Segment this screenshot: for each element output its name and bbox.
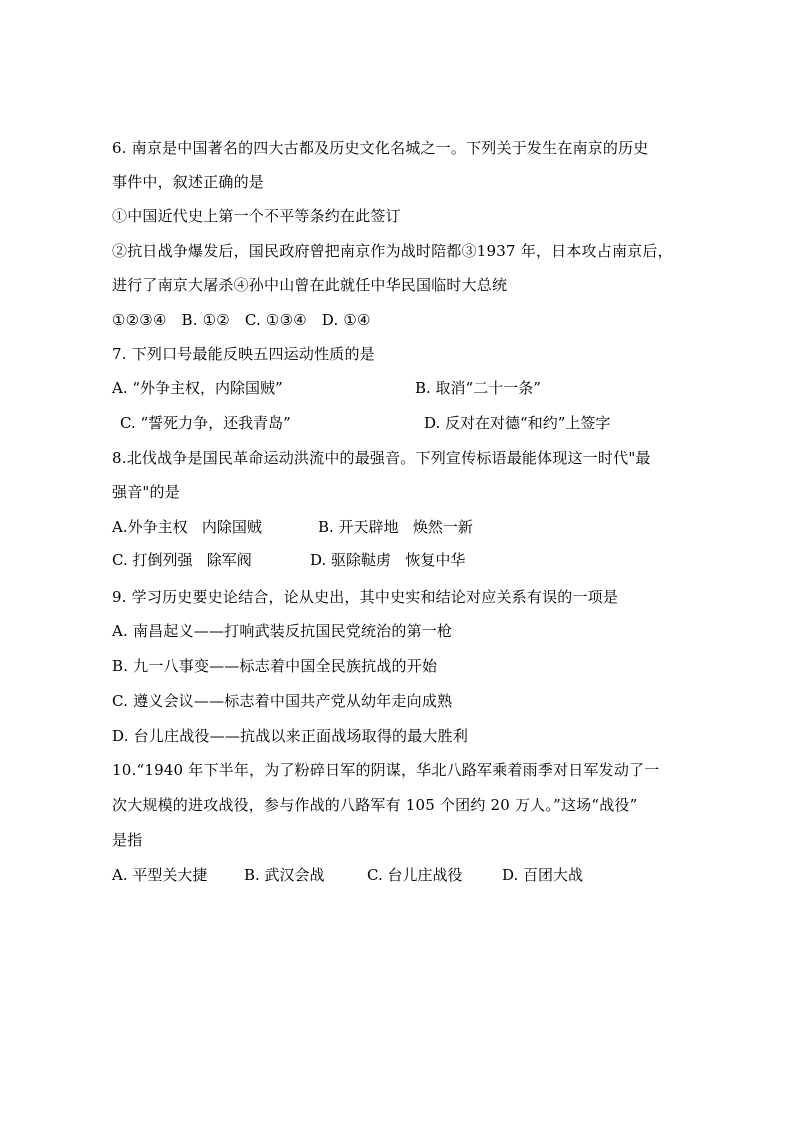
q10-option-d: D. 百团大战 (502, 866, 584, 884)
q6-options: ①②③④ B. ①② C. ①③④ D. ①④ (112, 311, 371, 329)
q7-option-c: C. “誓死力争，还我青岛” (120, 414, 291, 432)
q10-option-c: C. 台儿庄战役 (367, 866, 463, 884)
q6-item2-line2: 进行了南京大屠杀④孙中山曾在此就任中华民国临时大总统 (112, 276, 508, 294)
q7-stem: 7. 下列口号最能反映五四运动性质的是 (112, 345, 375, 363)
q9-option-b: B. 九一八事变——标志着中国全民族抗战的开始 (112, 657, 438, 675)
q6-item1: ①中国近代史上第一个不平等条约在此签订 (112, 207, 401, 225)
q8-stem-line2: 强音"的是 (112, 483, 180, 501)
q10-option-b: B. 武汉会战 (244, 866, 325, 884)
q8-option-a: A.外争主权 内除国贼 (112, 518, 262, 536)
q7-option-a: A. “外争主权，内除国贼” (112, 379, 283, 397)
q10-stem-line3: 是指 (112, 831, 143, 849)
q8-option-b: B. 开天辟地 焕然一新 (318, 518, 473, 536)
q10-stem-line2: 次大规模的进攻战役，参与作战的八路军有 105 个团约 20 万人。”这场“战役” (112, 796, 638, 814)
q10-option-a: A. 平型关大捷 (112, 866, 208, 884)
q10-stem-line1: 10.“1940 年下半年，为了粉碎日军的阴谋，华北八路军乘着雨季对日军发动了一 (112, 761, 660, 779)
q10-options-row (112, 865, 584, 985)
q7-option-b: B. 取消“二十一条” (415, 379, 541, 397)
q9-option-c: C. 遵义会议——标志着中国共产党从幼年走向成熟 (112, 692, 453, 710)
q9-option-a: A. 南昌起义——打响武装反抗国民党统治的第一枪 (112, 622, 453, 640)
q6-item2-line1: ②抗日战争爆发后，国民政府曾把南京作为战时陪都③1937 年，日本攻占南京后， (112, 242, 673, 260)
q8-option-c: C. 打倒列强 除军阀 (112, 551, 252, 569)
q9-stem: 9. 学习历史要史论结合，论从史出，其中史实和结论对应关系有误的一项是 (112, 588, 619, 606)
q8-option-d: D. 驱除鞑虏 恢复中华 (310, 551, 466, 569)
q6-stem-line1: 6. 南京是中国著名的四大古都及历史文化名城之一。下列关于发生在南京的历史 (112, 139, 649, 157)
q9-option-d: D. 台儿庄战役——抗战以来正面战场取得的最大胜利 (112, 727, 469, 745)
q6-stem-line2: 事件中，叙述正确的是 (112, 173, 265, 191)
q7-option-d: D. 反对在对德“和约”上签字 (424, 414, 611, 432)
q8-stem-line1: 8.北伐战争是国民革命运动洪流中的最强音。下列宣传标语最能体现这一时代"最 (112, 449, 651, 467)
